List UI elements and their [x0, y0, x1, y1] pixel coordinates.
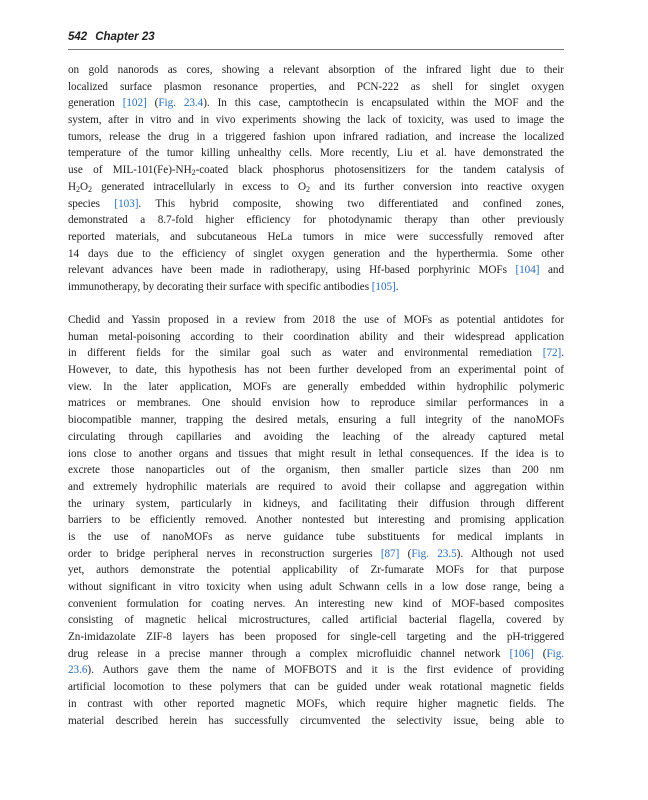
text-run: localized surface plasmon resonance properties, and PCN-222 as shell for singlet oxygen — [68, 80, 564, 93]
text-run: ). Although not used — [456, 547, 564, 560]
citation-link[interactable]: [102] — [122, 97, 147, 110]
text-line — [68, 262, 564, 279]
text-run: artificial locomotion to these polymers that can be guided under weak rotational magnetic fields — [68, 681, 564, 694]
text-line — [68, 579, 564, 596]
text-run: generated intracellularly in excess to O — [91, 180, 307, 193]
text-run: 14 days due to the efficiency of singlet oxygen generation and the hyperthermia. Some other — [68, 247, 564, 260]
text-run: species — [68, 197, 115, 210]
text-run: material described herein has successfully circumvented the selectivity issue, being able to — [68, 714, 564, 727]
text-run: ions close to another organs and tissues that might result in lethal consequences. If the idea is to — [68, 447, 564, 460]
text-run: ). Authors gave them the name of MOFBOTS and it is the first evidence of providing — [87, 664, 564, 677]
subscript: 2 — [76, 184, 80, 194]
text-run: ( — [533, 647, 547, 660]
page-number: 542 — [68, 31, 88, 43]
text-line — [68, 62, 564, 79]
text-run: system, after in vitro and in vivo experiments showing the lack of toxicity, was used to image the — [68, 114, 564, 127]
citation-link[interactable]: [105] — [371, 280, 396, 293]
text-line — [68, 412, 564, 429]
text-run: However, to date, this hypothesis has not been further developed from an experimental point of — [68, 364, 564, 377]
subscript: 2 — [88, 184, 92, 194]
text-line — [68, 95, 564, 112]
text-run: in different fields for the similar goal such as water and environmental remediation — [68, 347, 543, 360]
text-run: circulating through capillaries and avoiding the leaching of the already captured metal — [68, 430, 564, 443]
text-line — [68, 612, 564, 629]
text-run: and — [539, 264, 564, 277]
text-run: generation — [68, 97, 123, 110]
text-run: biocompatible manner, trapping the desired metals, ensuring a full integrity of the nanoMOFs — [68, 414, 564, 427]
text-line — [68, 229, 564, 246]
text-run: excrete those nanoparticles out of the organism, then smaller particle sizes than 200 nm — [68, 464, 564, 477]
text-line — [68, 529, 564, 546]
text-line — [68, 512, 564, 529]
text-line — [68, 462, 564, 479]
text-line — [68, 496, 564, 513]
text-line — [68, 279, 564, 296]
text-run: barriers to be efficiently removed. Another nontested but interesting and promising application — [68, 514, 564, 527]
text-line — [68, 345, 564, 362]
text-run: drug release in a precise manner through a complex microfluidic channel network — [68, 647, 510, 660]
citation-link[interactable]: [103] — [114, 197, 139, 210]
text-run: without significant in vitro toxicity when using adult Schwann cells in a low dose range, being a — [68, 581, 564, 593]
citation-link[interactable]: [87] — [380, 547, 400, 560]
text-run: on gold nanorods as cores, showing a relevant absorption of the infrared light due to their — [68, 64, 564, 76]
citation-link[interactable]: Fig. — [546, 647, 564, 660]
text-line — [68, 179, 564, 196]
text-run: ( — [146, 97, 159, 110]
text-line — [68, 395, 564, 412]
text-run: Zn-imidazolate ZIF-8 layers has been proposed for single-cell targeting and the pH-triggered — [68, 631, 564, 644]
text-run: human metal-poisoning according to their coordination ability and their widespread application — [68, 330, 564, 343]
text-run: yet, authors demonstrate the potential applicability of Zr-fumarate MOFs for that purpose — [68, 564, 564, 577]
text-run: O — [79, 180, 89, 193]
text-run: H — [68, 180, 77, 193]
text-line — [68, 145, 564, 162]
text-line — [68, 546, 564, 563]
text-line — [68, 362, 564, 379]
text-line — [68, 312, 564, 329]
text-run: in contrast with other reported magnetic MOFs, which require higher magnetic fields. The — [68, 697, 564, 710]
text-run: reported materials, and subcutaneous HeLa tumors in mice were successfully removed after — [68, 230, 564, 243]
text-line — [68, 379, 564, 396]
text-run: view. In the later application, MOFs are generally embedded within hydrophilic polymeric — [68, 380, 564, 393]
text-line — [68, 212, 564, 229]
citation-link[interactable]: [104] — [515, 264, 540, 277]
text-run: relevant advances have been made in radiotherapy, using Hf-based porphyrinic MOFs — [68, 264, 516, 277]
text-run: demonstrated a 8.7-fold higher efficiency for photodynamic therapy than other previously — [68, 214, 564, 227]
text-line — [68, 646, 564, 663]
text-run: order to bridge peripheral nerves in reconstruction surgeries — [68, 547, 381, 560]
citation-link[interactable]: [72] — [542, 347, 562, 360]
text-line — [68, 596, 564, 613]
text-line — [68, 329, 564, 346]
citation-link[interactable]: Fig. 23.4 — [158, 97, 204, 110]
text-run: and its further conversion into reactive oxygen — [310, 180, 564, 193]
text-run: convenient formulation for coating nerves. An interesting new kind of MOF-based composites — [68, 597, 564, 610]
citation-link[interactable]: 23.6 — [68, 664, 88, 677]
text-run: ( — [399, 547, 412, 560]
paragraph-2 — [68, 312, 564, 729]
text-line — [68, 112, 564, 129]
text-line — [68, 562, 564, 579]
text-line — [68, 162, 564, 179]
text-run: -coated black phosphorus photosensitizers for the tandem catalysis of — [195, 164, 565, 177]
text-run: Chedid and Yassin proposed in a review from 2018 the use of MOFs as potential antidotes for — [68, 314, 564, 326]
text-line — [68, 696, 564, 713]
text-run: is the use of nanoMOFs as nerve guidance tube substituents for medical implants in — [68, 530, 564, 543]
text-line — [68, 246, 564, 263]
text-line — [68, 662, 564, 679]
text-line — [68, 629, 564, 646]
text-line — [68, 679, 564, 696]
text-run: ). In this case, camptothecin is encapsulated within the MOF and the — [203, 97, 564, 110]
text-run: tumors, release the drug in a triggered fashion upon infrared radiation, and increase the localized — [68, 130, 564, 143]
text-run: use of MIL-101(Fe)-NH — [68, 164, 192, 177]
text-run: temperature of the tumor killing unhealthy cells. More recently, Liu et al. have demonstrated the — [68, 147, 564, 160]
subscript: 2 — [191, 168, 196, 178]
citation-link[interactable]: Fig. 23.5 — [411, 547, 457, 560]
text-run: . This hybrid composite, showing two differentiated and confined zones, — [138, 197, 564, 210]
text-line — [68, 713, 564, 730]
text-run: the urinary system, particularly in kidneys, and facilitating their diffusion through different — [68, 497, 564, 510]
text-line — [68, 196, 564, 213]
citation-link[interactable]: [106] — [509, 647, 534, 660]
text-line — [68, 429, 564, 446]
text-run: . — [395, 280, 399, 293]
chapter-label: Chapter 23 — [95, 31, 155, 43]
text-line — [68, 79, 564, 96]
text-run: and extremely hydrophilic materials are required to avoid their collapse and aggregation within — [68, 480, 564, 493]
text-run: matrices or membranes. One should envision how to reproduce similar performances in a — [68, 397, 564, 410]
text-run: consisting of magnetic helical microstructures, called artificial bacterial flagella, covered by — [68, 614, 564, 627]
text-line — [68, 129, 564, 146]
running-header — [68, 31, 564, 50]
text-line — [68, 446, 564, 463]
paragraph-1 — [68, 62, 564, 296]
subscript: 2 — [306, 184, 310, 194]
text-run: . — [561, 347, 564, 360]
text-run: immunotherapy, by decorating their surface with specific antibodies — [68, 280, 372, 293]
text-line — [68, 479, 564, 496]
